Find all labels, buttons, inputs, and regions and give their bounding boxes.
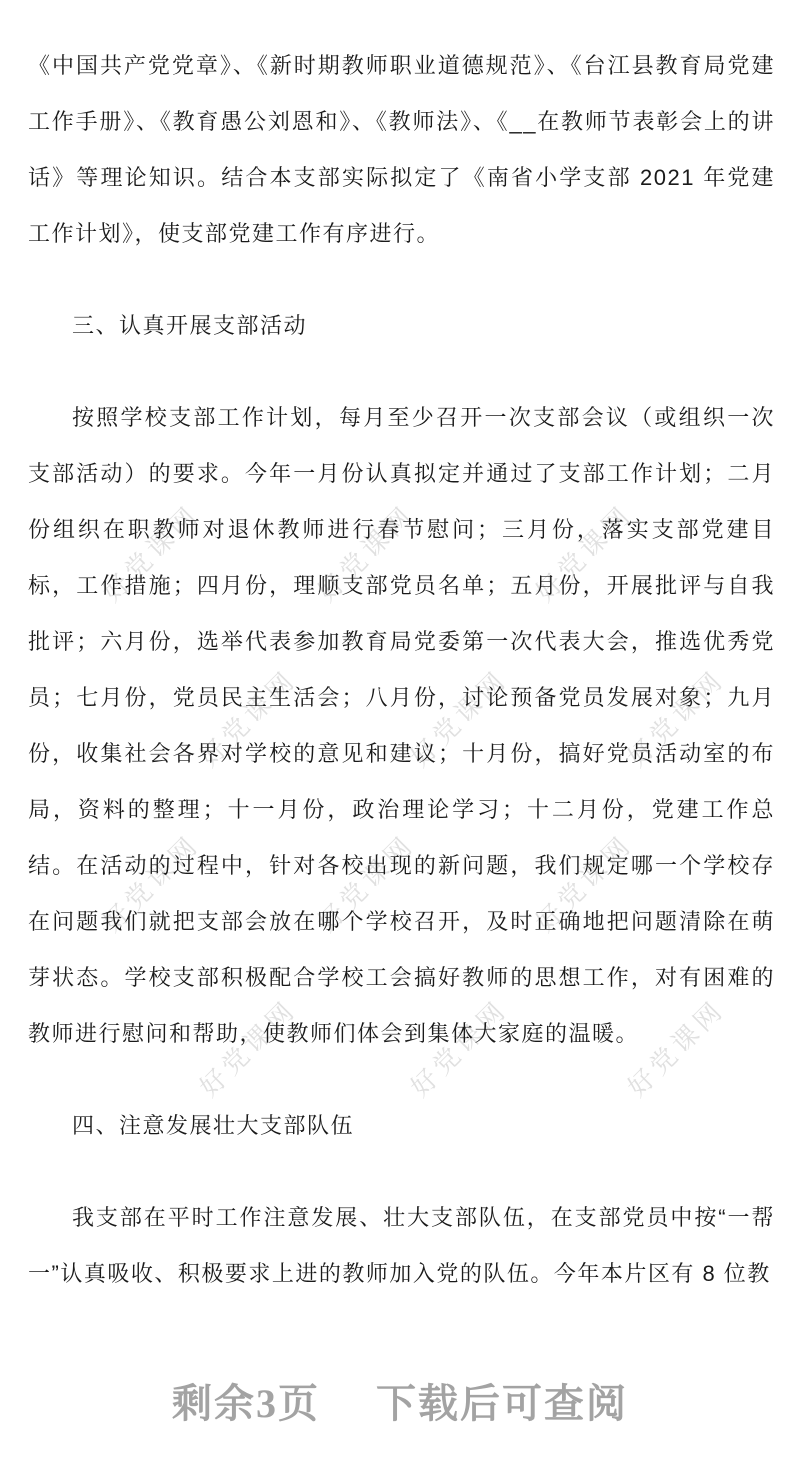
watermark-text: 好党课网 [96, 498, 206, 608]
watermark-text: 好党课网 [404, 663, 514, 773]
watermark-text: 好党课网 [193, 993, 303, 1103]
watermark-text: 好党课网 [193, 663, 303, 773]
watermark-text: 好党课网 [96, 828, 206, 938]
watermark-text: 好党课网 [621, 663, 731, 773]
document-content [28, 38, 775, 1338]
paragraph-section-3: 按照学校支部工作计划，每月至少召开一次支部会议（或组织一次支部活动）的要求。今年一月份认真拟定并通过了支部工作计划；二月份组织在职教师对退休教师进行春节慰问；三月份，落实支部党建目标，工作措施；四月份，理顺支部党员名单；五月份，开展批评与自我批评；六月份，选举代表参加教育局党委第一次代表大会，推选优秀党员；七月份，党员民主生活会；八月份，讨论预备党员发展对象；九月份，收集社会各界对学校的意见和建议；十月份，搞好党员活动室的布局，资料的整理；十一月份，政治理论学习；十二月份，党建工作总结。在活动的过程中，针对各校出现的新问题，我们规定哪一个学校存在问题我们就把支部会放在哪个学校召开，及时正确地把问题清除在萌芽状态。学校支部积极配合学校工会搞好教师的思想工作，对有困难的教师进行慰问和帮助，使教师们体会到集体大家庭的温暖。 [28, 405, 775, 1046]
section-heading-4: 四、注意发展壮大支部队伍 [72, 1113, 355, 1138]
paragraph-section-4: 我支部在平时工作注意发展、壮大支部队伍，在支部党员中按“一帮一”认真吸收、积极要求上进的教师加入党的队伍。今年本片区有 8 位教 [28, 1205, 775, 1286]
watermark-text: 好党课网 [529, 498, 639, 608]
pages-remaining-label: 剩余3页 [172, 1381, 320, 1426]
watermark-text: 好党课网 [621, 993, 731, 1103]
watermark-text: 好党课网 [404, 993, 514, 1103]
paragraph-continued: 《中国共产党党章》、《新时期教师职业道德规范》、《台江县教育局党建工作手册》、《教育愚公刘恩和》、《教师法》、《__在教师节表彰会上的讲话》等理论知识。结合本支部实际拟定了《南省小学支部 2021 年党建工作计划》，使支部党建工作有序进行。 [28, 53, 775, 246]
section-heading-3: 三、认真开展支部活动 [72, 313, 308, 338]
watermark-text: 好党课网 [529, 828, 639, 938]
download-hint-label: 下载后可查阅 [376, 1381, 628, 1426]
watermark-text: 好党课网 [311, 828, 421, 938]
watermark-text: 好党课网 [311, 498, 421, 608]
download-footer [0, 1372, 800, 1429]
